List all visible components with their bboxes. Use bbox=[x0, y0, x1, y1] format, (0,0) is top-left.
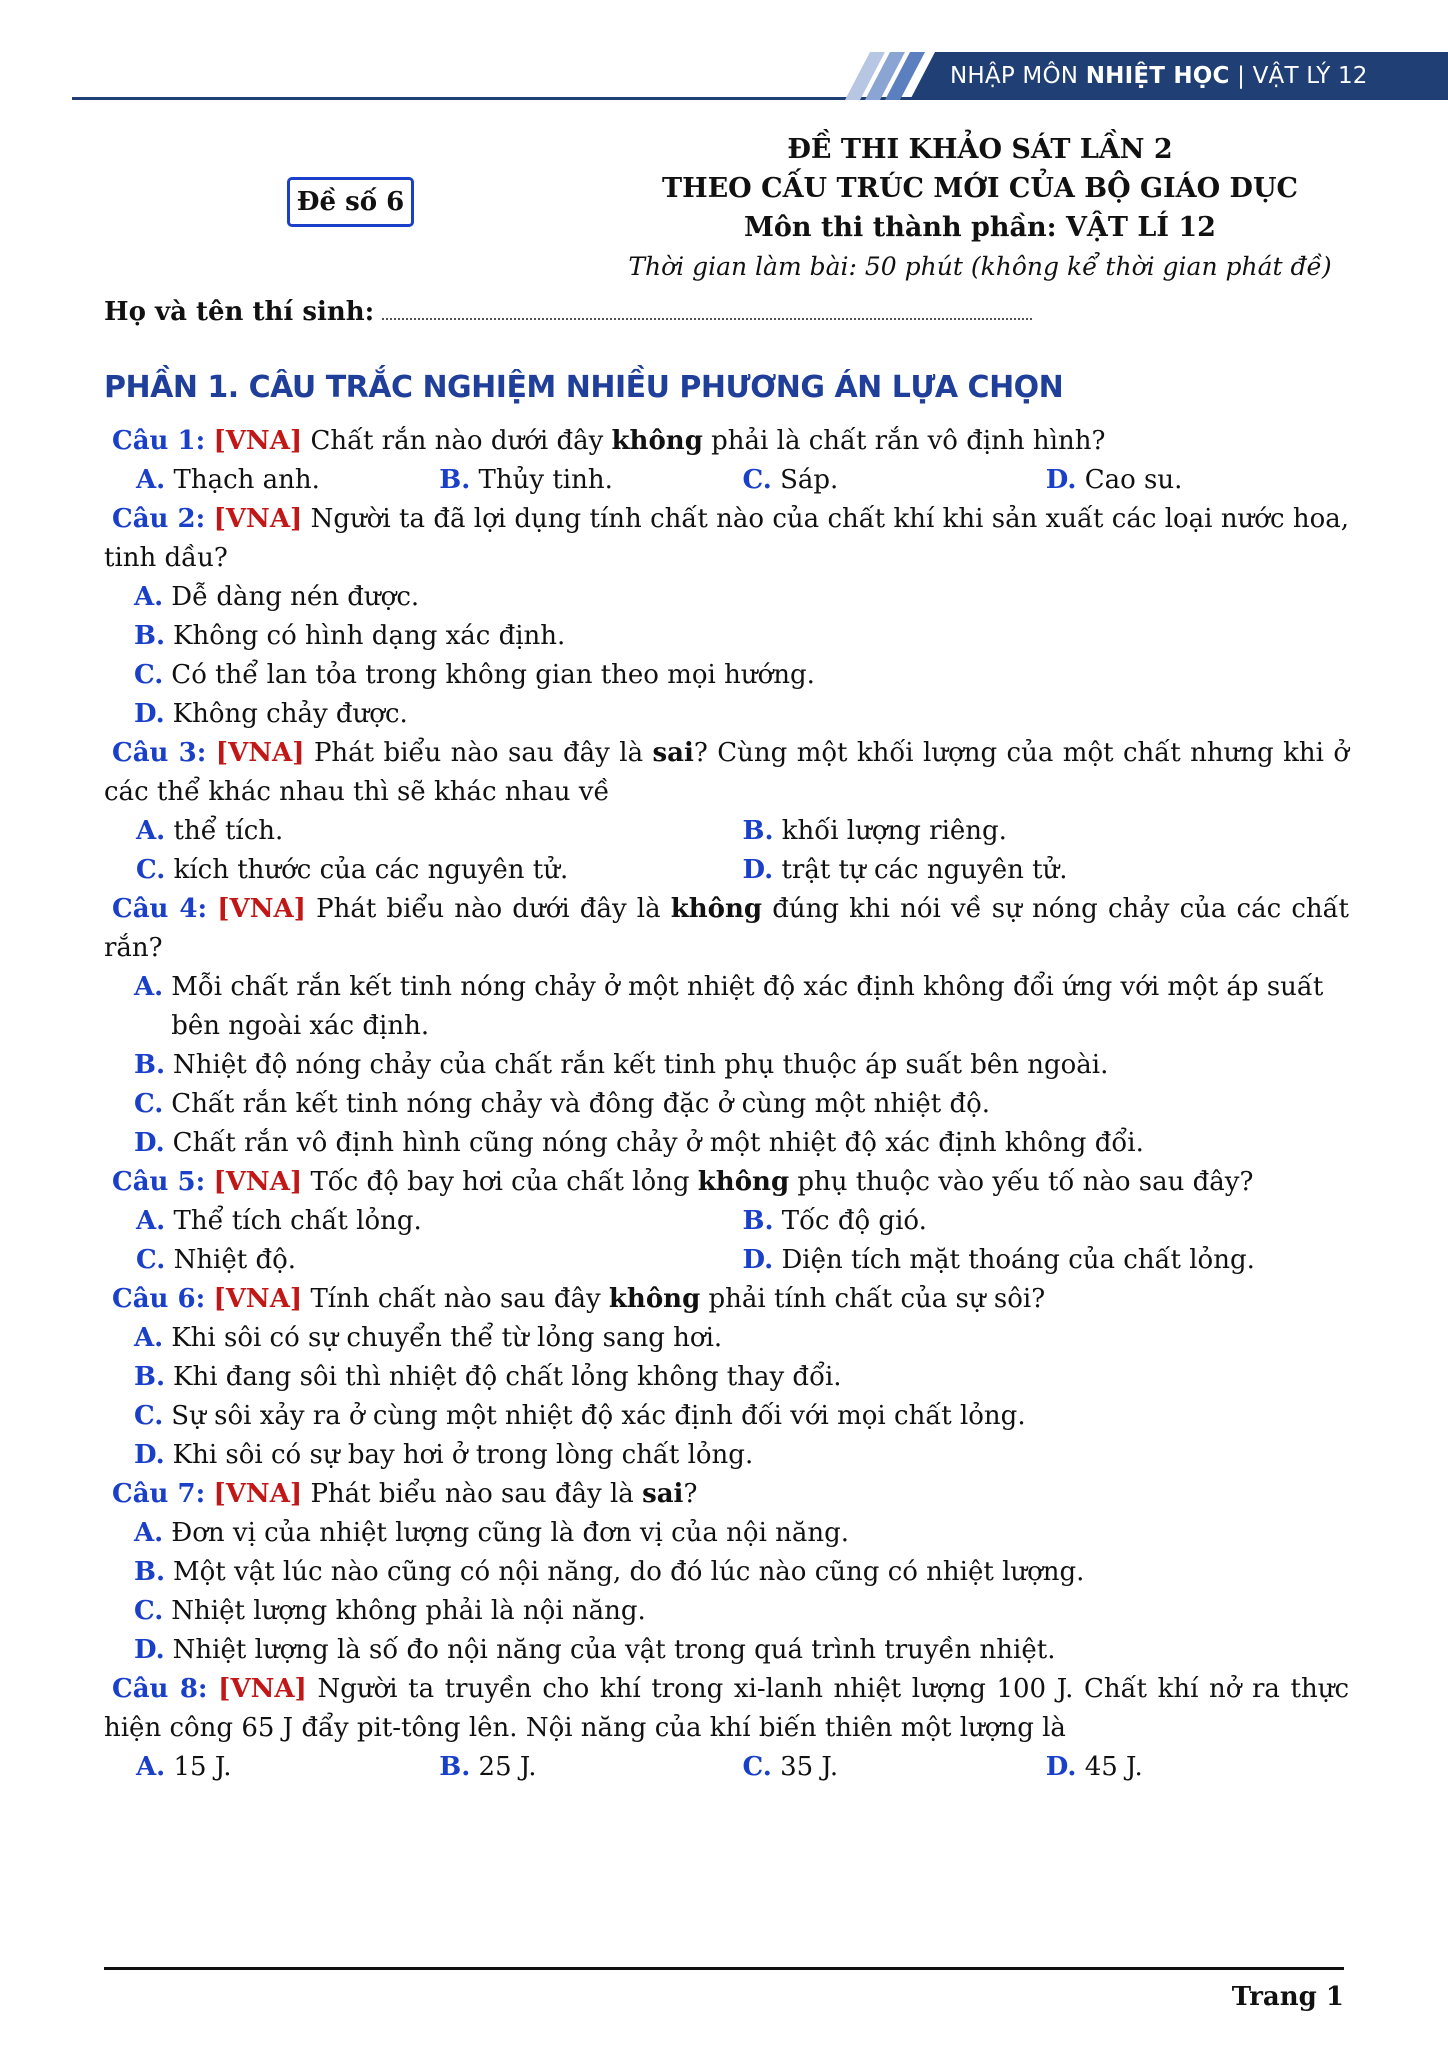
question-number: Câu 6: bbox=[112, 1284, 206, 1314]
answer-text: Chất rắn vô định hình cũng nóng chảy ở một nhiệt độ xác định không đổi. bbox=[172, 1128, 1144, 1158]
answer-letter: A. bbox=[134, 582, 164, 612]
answer-option bbox=[743, 461, 1046, 500]
question-text: Tốc độ bay hơi của chất lỏng bbox=[310, 1167, 698, 1197]
page-number: Trang 1 bbox=[1231, 1982, 1344, 2012]
question-8 bbox=[104, 1670, 1349, 1748]
answer-letter: A. bbox=[136, 816, 166, 846]
question-3 bbox=[104, 734, 1349, 812]
answer-option bbox=[743, 812, 1350, 851]
answer-letter: A. bbox=[136, 1752, 166, 1782]
answer-letter: C. bbox=[742, 465, 772, 495]
answer-option bbox=[134, 1046, 1349, 1085]
answer-letter: B. bbox=[439, 465, 471, 495]
answer-text: Cao su. bbox=[1084, 465, 1183, 495]
answer-option bbox=[136, 851, 743, 890]
answer-text: Một vật lúc nào cũng có nội năng, do đó lúc nào cũng có nhiệt lượng. bbox=[173, 1557, 1085, 1587]
answer-row bbox=[104, 851, 1349, 890]
answer-text: Khi sôi có sự bay hơi ở trong lòng chất lỏng. bbox=[172, 1440, 754, 1470]
answer-option bbox=[134, 968, 1349, 1046]
answer-text: kích thước của các nguyên tử. bbox=[173, 855, 569, 885]
question-5 bbox=[104, 1163, 1349, 1202]
answer-letter: A. bbox=[134, 1518, 164, 1548]
answer-option bbox=[134, 1319, 1349, 1358]
answer-option bbox=[134, 1085, 1349, 1124]
answer-text: 25 J. bbox=[478, 1752, 537, 1782]
question-7 bbox=[104, 1475, 1349, 1514]
answer-option bbox=[134, 1397, 1349, 1436]
exam-time: Thời gian làm bài: 50 phút (không kể thời gian phát đề) bbox=[628, 252, 1332, 281]
answer-column bbox=[104, 1319, 1349, 1475]
exam-title-2: THEO CẤU TRÚC MỚI CỦA BỘ GIÁO DỤC bbox=[661, 173, 1299, 204]
answer-letter: D. bbox=[742, 1245, 774, 1275]
answer-option bbox=[743, 1748, 1046, 1787]
answer-letter: C. bbox=[134, 1596, 164, 1626]
question-tag: [VNA] bbox=[213, 1479, 303, 1509]
answer-text: khối lượng riêng. bbox=[781, 816, 1007, 846]
answer-text: Khi đang sôi thì nhiệt độ chất lỏng không thay đổi. bbox=[173, 1362, 842, 1392]
question-text-end: phải tính chất của sự sôi? bbox=[700, 1284, 1046, 1314]
question-emphasis: không bbox=[670, 894, 763, 924]
part-1-title: PHẦN 1. CÂU TRẮC NGHIỆM NHIỀU PHƯƠNG ÁN LỰA CHỌN bbox=[104, 370, 1064, 405]
answer-letter: D. bbox=[742, 855, 774, 885]
candidate-name-label: Họ và tên thí sinh: bbox=[104, 297, 375, 327]
answer-letter: C. bbox=[136, 855, 166, 885]
question-number: Câu 7: bbox=[112, 1479, 206, 1509]
answer-text: thể tích. bbox=[173, 816, 284, 846]
question-emphasis: không bbox=[608, 1284, 701, 1314]
answer-letter: B. bbox=[742, 1206, 774, 1236]
answer-option bbox=[439, 461, 742, 500]
answer-row bbox=[104, 1748, 1349, 1787]
answer-option bbox=[136, 1202, 743, 1241]
question-number: Câu 2: bbox=[112, 504, 206, 534]
question-emphasis: không bbox=[611, 426, 703, 456]
question-emphasis: sai bbox=[652, 738, 694, 768]
answer-option bbox=[134, 1436, 1349, 1475]
question-4 bbox=[104, 890, 1349, 968]
answer-text: Chất rắn kết tinh nóng chảy và đông đặc ở cùng một nhiệt độ. bbox=[171, 1089, 991, 1119]
answer-text: Đơn vị của nhiệt lượng cũng là đơn vị của nội năng. bbox=[171, 1518, 850, 1548]
answer-letter: B. bbox=[134, 621, 166, 651]
question-text: Phát biểu nào sau đây là bbox=[310, 1479, 643, 1509]
question-2 bbox=[104, 500, 1349, 578]
answer-option bbox=[136, 812, 743, 851]
exam-title-block bbox=[600, 130, 1360, 287]
footer-rule bbox=[104, 1967, 1344, 1970]
question-tag: [VNA] bbox=[213, 504, 303, 534]
questions-list bbox=[104, 422, 1349, 1787]
answer-text: Thủy tinh. bbox=[478, 465, 613, 495]
answer-letter: B. bbox=[134, 1362, 166, 1392]
answer-text: Không có hình dạng xác định. bbox=[173, 621, 566, 651]
answer-text: Mỗi chất rắn kết tinh nóng chảy ở một nhiệt độ xác định không đổi ứng với một áp suất bên ngoài xác định. bbox=[171, 972, 1324, 1041]
answer-text: Nhiệt lượng là số đo nội năng của vật trong quá trình truyền nhiệt. bbox=[172, 1635, 1056, 1665]
answer-option bbox=[134, 1592, 1349, 1631]
question-text: Phát biểu nào sau đây là bbox=[313, 738, 653, 768]
question-number: Câu 8: bbox=[112, 1674, 208, 1704]
answer-letter: B. bbox=[134, 1557, 166, 1587]
answer-row bbox=[104, 461, 1349, 500]
answer-letter: B. bbox=[134, 1050, 166, 1080]
question-tag: [VNA] bbox=[213, 426, 303, 456]
question-number: Câu 3: bbox=[112, 738, 207, 768]
question-tag: [VNA] bbox=[218, 1674, 307, 1704]
answer-option bbox=[134, 1124, 1349, 1163]
answer-text: Thể tích chất lỏng. bbox=[173, 1206, 422, 1236]
answer-letter: A. bbox=[134, 972, 164, 1002]
candidate-name-blank bbox=[382, 298, 1032, 320]
answer-letter: A. bbox=[136, 465, 166, 495]
answer-text: Sự sôi xảy ra ở cùng một nhiệt độ xác định đối với mọi chất lỏng. bbox=[171, 1401, 1026, 1431]
answer-letter: C. bbox=[742, 1752, 772, 1782]
answer-text: trật tự các nguyên tử. bbox=[781, 855, 1068, 885]
answer-letter: B. bbox=[742, 816, 774, 846]
answer-letter: D. bbox=[134, 699, 165, 729]
exam-title-1: ĐỀ THI KHẢO SÁT LẦN 2 bbox=[787, 134, 1173, 165]
question-text: Chất rắn nào dưới đây bbox=[310, 426, 612, 456]
header-banner bbox=[825, 52, 1448, 100]
answer-letter: B. bbox=[439, 1752, 471, 1782]
answer-option bbox=[134, 617, 1349, 656]
candidate-name-line bbox=[104, 297, 1032, 327]
answer-row bbox=[104, 1202, 1349, 1241]
answer-text: Thạch anh. bbox=[173, 465, 320, 495]
answer-option bbox=[136, 461, 439, 500]
answer-option bbox=[134, 1514, 1349, 1553]
answer-option bbox=[136, 1241, 743, 1280]
answer-text: Khi sôi có sự chuyển thể từ lỏng sang hơi. bbox=[171, 1323, 723, 1353]
answer-text: Không chảy được. bbox=[172, 699, 408, 729]
answer-row bbox=[104, 812, 1349, 851]
answer-text: Có thể lan tỏa trong không gian theo mọi hướng. bbox=[171, 660, 815, 690]
answer-letter: D. bbox=[1045, 1752, 1077, 1782]
answer-option bbox=[134, 578, 1349, 617]
answer-letter: A. bbox=[134, 1323, 164, 1353]
question-1 bbox=[104, 422, 1349, 461]
question-text-end: phụ thuộc vào yếu tố nào sau đây? bbox=[789, 1167, 1254, 1197]
banner-suffix: | VẬT LÝ 12 bbox=[1229, 63, 1368, 89]
question-text: Phát biểu nào dưới đây là bbox=[316, 894, 671, 924]
answer-text: Diện tích mặt thoáng của chất lỏng. bbox=[781, 1245, 1255, 1275]
question-number: Câu 5: bbox=[112, 1167, 206, 1197]
answer-option bbox=[1046, 461, 1349, 500]
answer-letter: C. bbox=[134, 1401, 164, 1431]
question-text: Tính chất nào sau đây bbox=[310, 1284, 609, 1314]
answer-letter: D. bbox=[134, 1440, 165, 1470]
answer-text: 35 J. bbox=[780, 1752, 839, 1782]
banner-title bbox=[950, 52, 1368, 100]
answer-text: Tốc độ gió. bbox=[781, 1206, 927, 1236]
question-tag: [VNA] bbox=[215, 738, 305, 768]
question-text-end: ? Cùng một khối lượng của một chất nhưng khi ở các thể khác nhau thì sẽ khác nhau về bbox=[104, 738, 1350, 807]
answer-option bbox=[743, 1202, 1350, 1241]
answer-letter: C. bbox=[134, 660, 164, 690]
exam-code-box: Đề số 6 bbox=[287, 177, 414, 227]
answer-option bbox=[439, 1748, 742, 1787]
answer-option bbox=[134, 1553, 1349, 1592]
answer-text: Nhiệt độ. bbox=[173, 1245, 297, 1275]
answer-text: 15 J. bbox=[173, 1752, 232, 1782]
answer-letter: D. bbox=[134, 1128, 165, 1158]
answer-text: Nhiệt độ nóng chảy của chất rắn kết tinh phụ thuộc áp suất bên ngoài. bbox=[173, 1050, 1109, 1080]
question-text: Người ta đã lợi dụng tính chất nào của chất khí khi sản xuất các loại nước hoa, tinh dầu? bbox=[104, 504, 1350, 573]
answer-option bbox=[134, 1358, 1349, 1397]
question-tag: [VNA] bbox=[213, 1284, 303, 1314]
answer-option bbox=[1046, 1748, 1349, 1787]
answer-column bbox=[104, 578, 1349, 734]
answer-letter: D. bbox=[1045, 465, 1077, 495]
question-number: Câu 4: bbox=[112, 894, 208, 924]
answer-option bbox=[134, 1631, 1349, 1670]
answer-row bbox=[104, 1241, 1349, 1280]
question-text-end: ? bbox=[683, 1479, 698, 1509]
answer-text: Sáp. bbox=[780, 465, 839, 495]
answer-column bbox=[104, 968, 1349, 1163]
answer-option bbox=[743, 851, 1350, 890]
banner-bold: NHIỆT HỌC bbox=[1085, 63, 1230, 89]
answer-letter: D. bbox=[134, 1635, 165, 1665]
exam-subject: Môn thi thành phần: VẬT LÍ 12 bbox=[744, 212, 1216, 243]
question-tag: [VNA] bbox=[217, 894, 306, 924]
question-text-end: phải là chất rắn vô định hình? bbox=[702, 426, 1106, 456]
question-tag: [VNA] bbox=[213, 1167, 303, 1197]
question-number: Câu 1: bbox=[112, 426, 206, 456]
answer-option bbox=[136, 1748, 439, 1787]
answer-text: Nhiệt lượng không phải là nội năng. bbox=[171, 1596, 646, 1626]
answer-letter: A. bbox=[136, 1206, 166, 1236]
question-text: Người ta truyền cho khí trong xi-lanh nhiệt lượng 100 J. Chất khí nở ra thực hiện công 65 J đẩy pit-tông lên. Nội năng của khí biến thiên một lượng là bbox=[104, 1674, 1350, 1743]
answer-column bbox=[104, 1514, 1349, 1670]
answer-text: 45 J. bbox=[1084, 1752, 1143, 1782]
answer-text: Dễ dàng nén được. bbox=[171, 582, 420, 612]
answer-option bbox=[134, 656, 1349, 695]
banner-prefix: NHẬP MÔN bbox=[950, 63, 1086, 89]
answer-option bbox=[743, 1241, 1350, 1280]
question-emphasis: không bbox=[697, 1167, 790, 1197]
answer-letter: C. bbox=[134, 1089, 164, 1119]
answer-letter: C. bbox=[136, 1245, 166, 1275]
answer-option bbox=[134, 695, 1349, 734]
question-emphasis: sai bbox=[642, 1479, 684, 1509]
question-6 bbox=[104, 1280, 1349, 1319]
question-text-end: đúng khi nói về sự nóng chảy của các chất rắn? bbox=[104, 894, 1350, 963]
